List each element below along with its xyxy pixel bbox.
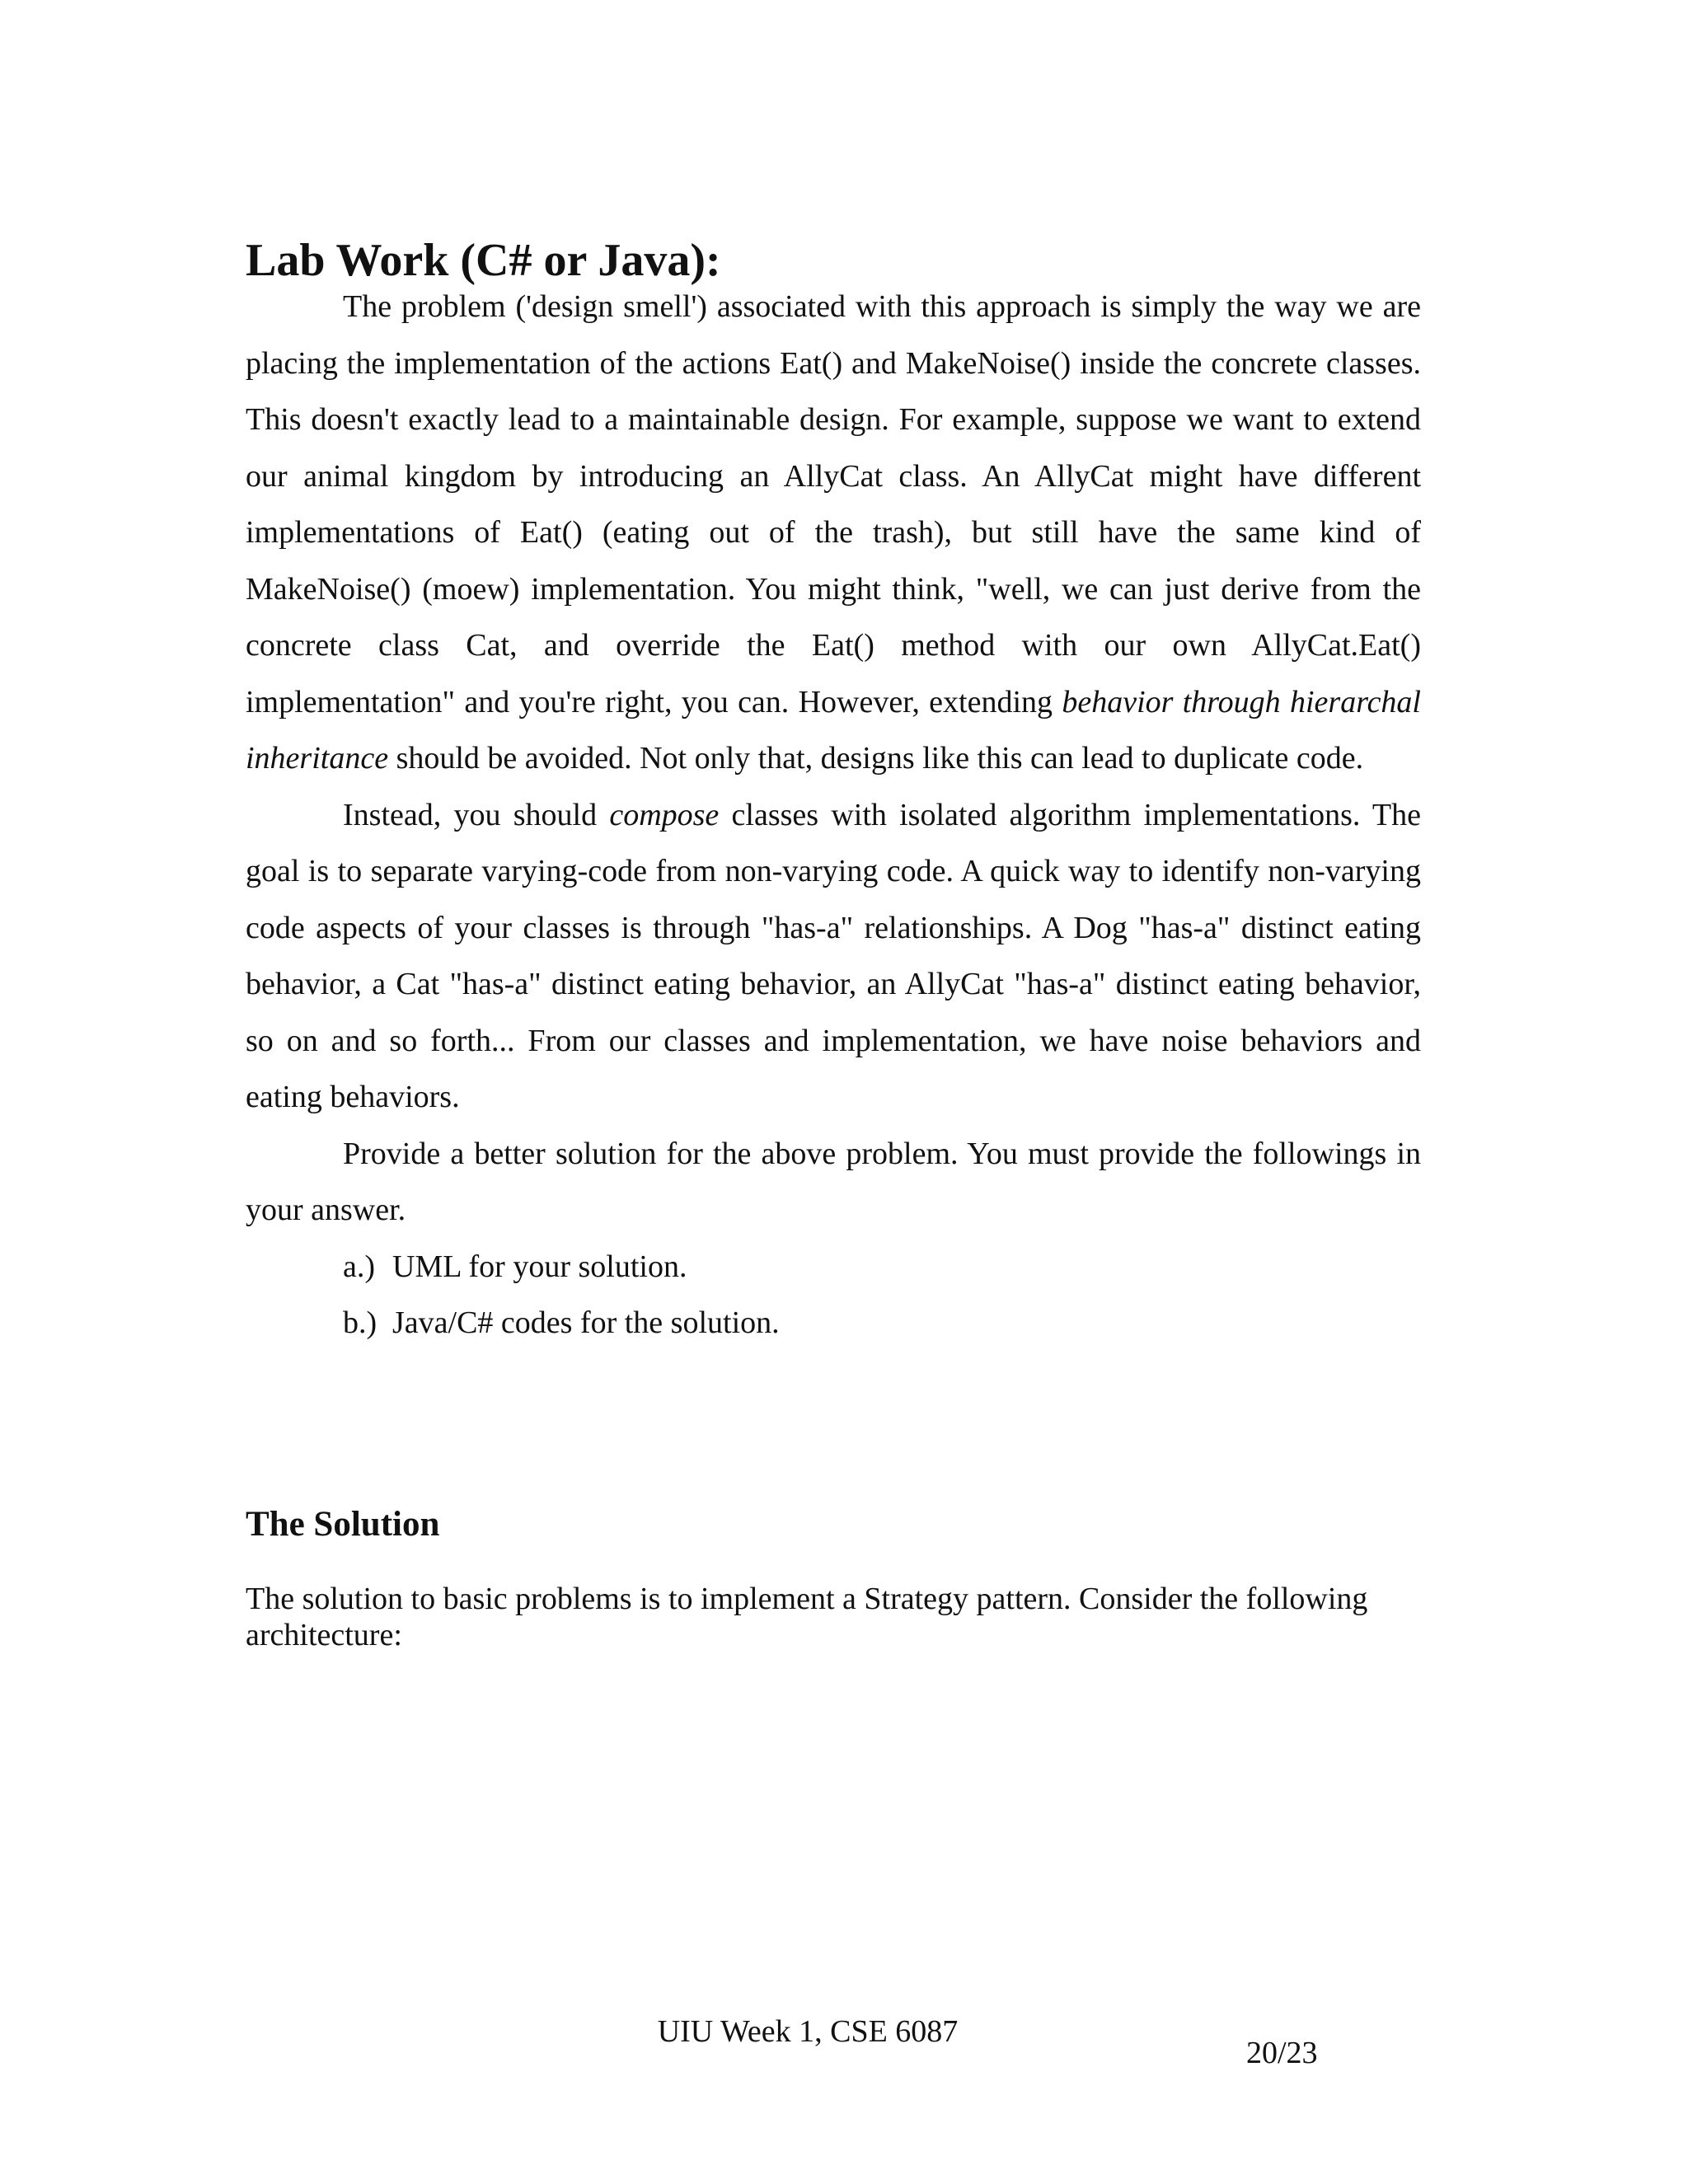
solution-paragraph: The solution to basic problems is to implement a Strategy pattern. Consider the following architecture: [246, 1582, 1368, 1652]
compose-text-2: classes with isolated algorithm implementations. The goal is to separate varying-code from non-varying code. A quick way to identify non-varying code aspects of your classes is through "has-a" relationships. A Dog "has-a" distinct eating behavior, a Cat "has-a" distinct eating behavior, an AllyCat "has-a" distinct eating behavior, so on and so forth... From our classes and implementation, we have noise behaviors and eating behaviors. [246, 797, 1421, 1114]
compose-paragraph [246, 787, 1421, 1126]
requirement-text: UML for your solution. [392, 1249, 687, 1284]
requirement-item [246, 1295, 1421, 1352]
task-paragraph: Provide a better solution for the above problem. You must provide the followings in your answer. [246, 1136, 1421, 1227]
compose-emphasis: compose [609, 797, 720, 832]
problem-text-2: should be avoided. Not only that, designs like this can lead to duplicate code. [388, 741, 1364, 776]
lab-work-body [246, 279, 1421, 1352]
requirements-list [246, 1239, 1421, 1352]
footer-course: UIU Week 1, CSE 6087 [657, 2014, 959, 2049]
compose-text-1: Instead, you should [343, 797, 610, 832]
requirement-marker: b.) [343, 1305, 377, 1340]
footer-page-number: 20/23 [1246, 2036, 1318, 2070]
problem-emphasis: behavior through hierarchal inheritance [246, 684, 1421, 776]
lab-work-heading: Lab Work (C# or Java): [246, 235, 721, 286]
requirement-marker: a.) [343, 1249, 376, 1284]
solution-heading: The Solution [246, 1505, 440, 1544]
problem-text-1: The problem ('design smell') associated with this approach is simply the way we are placing the implementation of the actions Eat() and MakeNoise() inside the concrete classes. This doesn't exactly lead to a maintainable design. For example, suppose we want to extend our animal kingdom by introducing an AllyCat class. An AllyCat might have different implementations of Eat() (eating out of the trash), but still have the same kind of MakeNoise() (moew) implementation. You might think, "well, we can just derive from the concrete class Cat, and override the Eat() method with our own AllyCat.Eat() implementation" and you're right, you can. However, extending [246, 289, 1421, 719]
requirement-item [246, 1239, 1421, 1296]
requirement-text: Java/C# codes for the solution. [392, 1305, 780, 1340]
problem-paragraph [246, 279, 1421, 787]
